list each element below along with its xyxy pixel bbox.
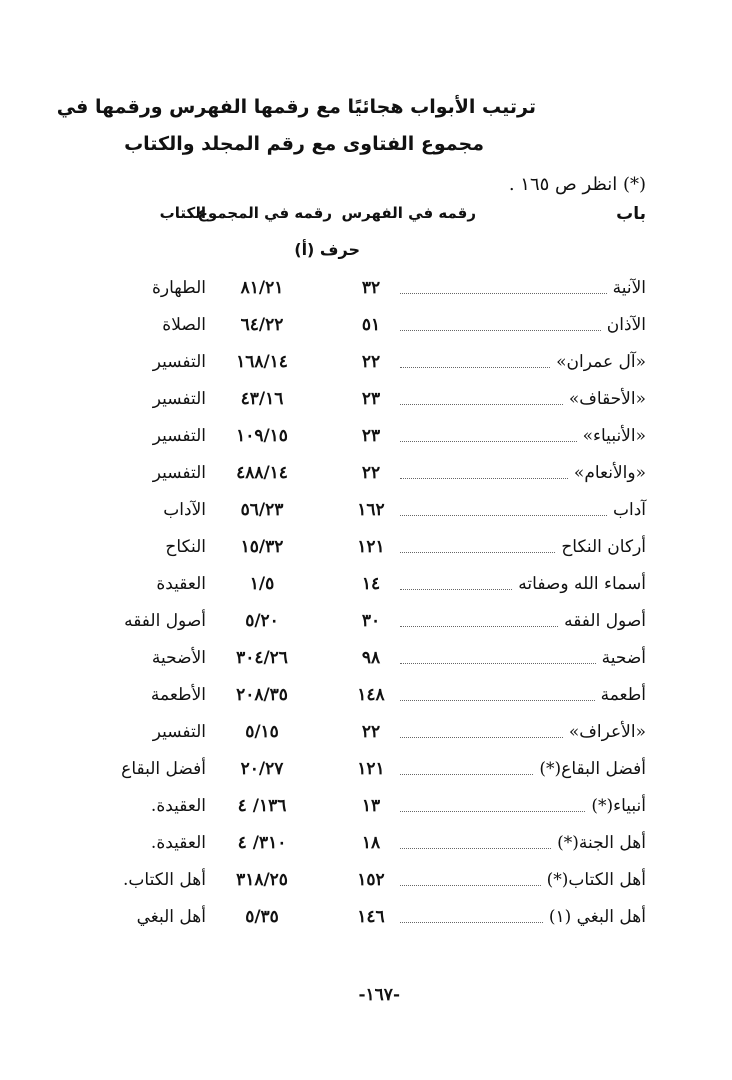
majmoo-reference: ٢٠/٢٧ bbox=[240, 759, 284, 779]
table-row bbox=[0, 309, 732, 346]
dot-leader bbox=[400, 366, 550, 368]
bab-cell bbox=[396, 574, 646, 594]
kitab-name: الأضحية bbox=[151, 648, 206, 668]
fihris-number: ٣٠ bbox=[361, 611, 381, 631]
table-row bbox=[0, 420, 732, 457]
kitab-name: التفسير bbox=[152, 463, 206, 483]
bab-title: الآذان bbox=[606, 315, 646, 335]
table-row bbox=[0, 568, 732, 605]
kitab-name: العقيدة. bbox=[150, 833, 206, 853]
bab-cell bbox=[396, 685, 646, 705]
table-row bbox=[0, 605, 732, 642]
fihris-number: ١٣ bbox=[361, 796, 381, 816]
bab-cell bbox=[396, 759, 646, 779]
bab-title: أهل الكتاب(*) bbox=[546, 870, 646, 890]
kitab-name: أفضل البقاع bbox=[121, 759, 206, 779]
table-row bbox=[0, 901, 732, 938]
bab-cell bbox=[396, 278, 646, 298]
section-heading: حرف (أ) bbox=[294, 240, 360, 259]
kitab-name: العقيدة. bbox=[150, 796, 206, 816]
table-row bbox=[0, 827, 732, 864]
fihris-number: ٩٨ bbox=[361, 648, 381, 668]
fihris-number: ١٨ bbox=[361, 833, 381, 853]
table-row bbox=[0, 457, 732, 494]
fihris-number: ١٢١ bbox=[357, 759, 385, 779]
kitab-name: التفسير bbox=[152, 426, 206, 446]
footnote-reference: (*) انظر ص ١٦٥ . bbox=[508, 174, 646, 195]
bab-title: «والأنعام» bbox=[573, 463, 646, 483]
table-row bbox=[0, 383, 732, 420]
bab-title: «آل عمران» bbox=[556, 352, 646, 372]
bab-cell bbox=[396, 907, 646, 927]
majmoo-reference: ١/٥ bbox=[249, 574, 275, 594]
bab-cell bbox=[396, 537, 646, 557]
page-title-line-2: مجموع الفتاوى مع رقم المجلد والكتاب bbox=[124, 133, 484, 155]
kitab-name: أهل البغي bbox=[136, 907, 206, 927]
bab-cell bbox=[396, 463, 646, 483]
fihris-number: ١٤٦ bbox=[357, 907, 385, 927]
kitab-name: الطهارة bbox=[152, 278, 206, 298]
bab-cell bbox=[396, 870, 646, 890]
kitab-name: التفسير bbox=[152, 389, 206, 409]
dot-leader bbox=[400, 847, 551, 849]
kitab-name: الآداب bbox=[163, 500, 206, 520]
kitab-name: العقيدة bbox=[156, 574, 206, 594]
bab-title: أصول الفقه bbox=[564, 611, 646, 631]
kitab-name: أهل الكتاب. bbox=[123, 870, 206, 890]
table-row bbox=[0, 272, 732, 309]
majmoo-reference: ٨١/٢١ bbox=[240, 278, 284, 298]
majmoo-reference: ٤٣/١٦ bbox=[240, 389, 284, 409]
fihris-number: ٢٢ bbox=[361, 352, 381, 372]
bab-cell bbox=[396, 352, 646, 372]
dot-leader bbox=[400, 921, 543, 923]
bab-title: أنبياء(*) bbox=[591, 796, 646, 816]
dot-leader bbox=[400, 625, 558, 627]
fihris-number: ١٤ bbox=[361, 574, 381, 594]
bab-cell bbox=[396, 796, 646, 816]
majmoo-reference: ٦٤/٢٢ bbox=[240, 315, 284, 335]
majmoo-reference: ٣٠٤/٢٦ bbox=[236, 648, 288, 668]
page-title-line-1: ترتيب الأبواب هجائيًا مع رقمها الفهرس ورقمها في bbox=[56, 96, 536, 118]
dot-leader bbox=[400, 884, 541, 886]
bab-title: «الأحقاف» bbox=[568, 389, 646, 409]
bab-cell bbox=[396, 389, 646, 409]
fihris-number: ١٤٨ bbox=[357, 685, 385, 705]
kitab-name: الصلاة bbox=[162, 315, 206, 335]
kitab-name: التفسير bbox=[152, 722, 206, 742]
fihris-number: ٢٢ bbox=[361, 722, 381, 742]
dot-leader bbox=[400, 551, 555, 553]
table-row bbox=[0, 531, 732, 568]
dot-leader bbox=[400, 440, 577, 442]
fihris-number: ٣٢ bbox=[361, 278, 381, 298]
dot-leader bbox=[400, 514, 607, 516]
fihris-number: ١٢١ bbox=[357, 537, 385, 557]
bab-cell bbox=[396, 648, 646, 668]
table-row bbox=[0, 642, 732, 679]
table-row bbox=[0, 494, 732, 531]
fihris-number: ٥١ bbox=[361, 315, 381, 335]
dot-leader bbox=[400, 403, 563, 405]
majmoo-reference: ٢٠٨/٣٥ bbox=[236, 685, 288, 705]
bab-title: «الأنبياء» bbox=[582, 426, 646, 446]
table-row bbox=[0, 346, 732, 383]
bab-title: أهل البغي (١) bbox=[548, 907, 646, 927]
column-header-fihris: رقمه في الفهرس bbox=[341, 204, 476, 222]
bab-cell bbox=[396, 500, 646, 520]
bab-title: أسماء الله وصفاته bbox=[518, 574, 646, 594]
fihris-number: ٢٣ bbox=[361, 426, 381, 446]
bab-cell bbox=[396, 722, 646, 742]
column-header-kitab: الكتاب bbox=[159, 204, 206, 222]
majmoo-reference: ١٣٦/ ٤ bbox=[237, 796, 287, 816]
majmoo-reference: ٥/١٥ bbox=[245, 722, 279, 742]
index-table bbox=[0, 272, 732, 938]
fihris-number: ٢٢ bbox=[361, 463, 381, 483]
bab-title: آداب bbox=[612, 500, 646, 520]
bab-cell bbox=[396, 611, 646, 631]
fihris-number: ٢٣ bbox=[361, 389, 381, 409]
column-header-bab: باب bbox=[616, 204, 646, 224]
majmoo-reference: ٣١٨/٢٥ bbox=[236, 870, 288, 890]
page-number: -١٦٧- bbox=[358, 985, 400, 1005]
bab-title: أضحية bbox=[601, 648, 646, 668]
table-row bbox=[0, 716, 732, 753]
dot-leader bbox=[400, 773, 533, 775]
fihris-number: ١٥٢ bbox=[357, 870, 385, 890]
dot-leader bbox=[400, 292, 607, 294]
dot-leader bbox=[400, 329, 601, 331]
kitab-name: الأطعمة bbox=[150, 685, 206, 705]
table-row bbox=[0, 790, 732, 827]
bab-cell bbox=[396, 315, 646, 335]
bab-title: أركان النكاح bbox=[561, 537, 646, 557]
dot-leader bbox=[400, 588, 512, 590]
dot-leader bbox=[400, 810, 585, 812]
table-row bbox=[0, 753, 732, 790]
table-row bbox=[0, 679, 732, 716]
majmoo-reference: ٥/٣٥ bbox=[245, 907, 279, 927]
majmoo-reference: ١٠٩/١٥ bbox=[236, 426, 288, 446]
majmoo-reference: ١٥/٣٢ bbox=[240, 537, 284, 557]
kitab-name: النكاح bbox=[165, 537, 206, 557]
dot-leader bbox=[400, 662, 596, 664]
majmoo-reference: ٤٨٨/١٤ bbox=[236, 463, 288, 483]
kitab-name: أصول الفقه bbox=[124, 611, 206, 631]
bab-title: أهل الجنة(*) bbox=[557, 833, 646, 853]
bab-cell bbox=[396, 833, 646, 853]
dot-leader bbox=[400, 736, 563, 738]
majmoo-reference: ٥٦/٢٣ bbox=[240, 500, 284, 520]
bab-cell bbox=[396, 426, 646, 446]
dot-leader bbox=[400, 699, 595, 701]
column-header-majmoo: رقمه في المجموع bbox=[197, 204, 332, 222]
fihris-number: ١٦٢ bbox=[357, 500, 385, 520]
bab-title: «الأعراف» bbox=[568, 722, 646, 742]
bab-title: أفضل البقاع(*) bbox=[539, 759, 646, 779]
majmoo-reference: ٣١٠/ ٤ bbox=[237, 833, 287, 853]
table-row bbox=[0, 864, 732, 901]
majmoo-reference: ١٦٨/١٤ bbox=[236, 352, 288, 372]
majmoo-reference: ٥/٢٠ bbox=[245, 611, 279, 631]
dot-leader bbox=[400, 477, 568, 479]
bab-title: الآنية bbox=[612, 278, 646, 298]
kitab-name: التفسير bbox=[152, 352, 206, 372]
bab-title: أطعمة bbox=[600, 685, 646, 705]
